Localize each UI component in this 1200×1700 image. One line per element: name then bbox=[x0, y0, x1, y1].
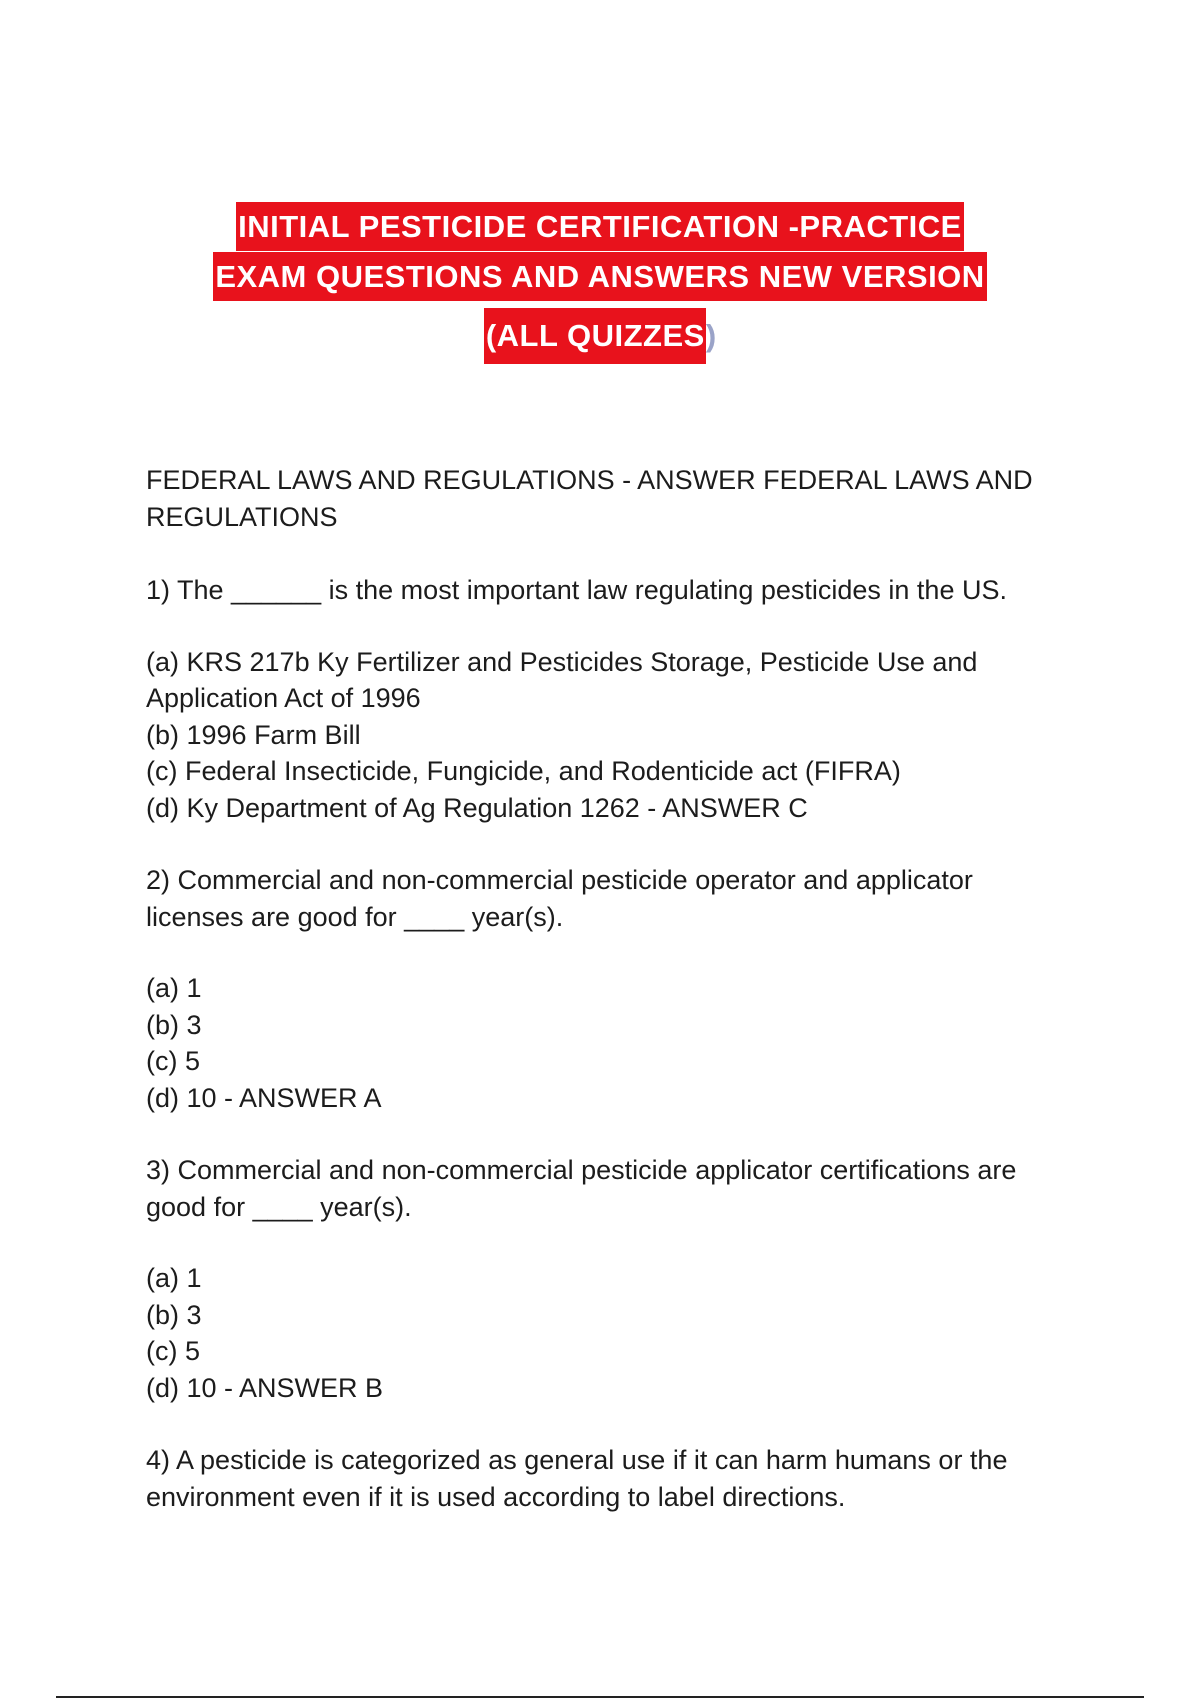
question-3-options bbox=[146, 1260, 1076, 1406]
question-1-option-c: (c) Federal Insecticide, Fungicide, and Rodenticide act (FIFRA) bbox=[146, 756, 901, 786]
section-heading: FEDERAL LAWS AND REGULATIONS - ANSWER FEDERAL LAWS AND REGULATIONS bbox=[146, 465, 1033, 532]
question-3-option-a: (a) 1 bbox=[146, 1263, 202, 1293]
title-row-2 bbox=[140, 252, 1060, 302]
title-line-3-tail: ) bbox=[705, 318, 717, 353]
title-line-2: EXAM QUESTIONS AND ANSWERS NEW VERSION bbox=[213, 252, 986, 301]
title-row-1 bbox=[140, 202, 1060, 252]
page-bottom-rule bbox=[56, 1696, 1144, 1698]
question-4: 4) A pesticide is categorized as general use if it can harm humans or the environment even if it is used according to label directions. bbox=[146, 1445, 1008, 1512]
question-1-option-b: (b) 1996 Farm Bill bbox=[146, 719, 361, 750]
question-3-option-d: (d) 10 - ANSWER B bbox=[146, 1372, 384, 1403]
question-2-options bbox=[146, 970, 1076, 1116]
question-2-option-c: (c) 5 bbox=[146, 1046, 200, 1076]
question-1: 1) The ______ is the most important law regulating pesticides in the US. bbox=[146, 575, 1007, 605]
title-line-1: INITIAL PESTICIDE CERTIFICATION -PRACTICE bbox=[236, 202, 964, 251]
document-title bbox=[140, 202, 1060, 364]
question-2-option-a: (a) 1 bbox=[146, 973, 202, 1003]
question-2-option-d: (d) 10 - ANSWER A bbox=[146, 1082, 382, 1113]
title-line-3: (ALL QUIZZES bbox=[484, 308, 706, 364]
question-3-option-c: (c) 5 bbox=[146, 1336, 200, 1366]
question-3: 3) Commercial and non-commercial pesticide applicator certifications are good for ____ year(s). bbox=[146, 1155, 1017, 1222]
question-1-option-d: (d) Ky Department of Ag Regulation 1262 - ANSWER C bbox=[146, 792, 808, 823]
question-2: 2) Commercial and non-commercial pesticide operator and applicator licenses are good for ____ year(s). bbox=[146, 865, 973, 932]
document-body bbox=[146, 462, 1076, 1550]
question-1-option-a: (a) KRS 217b Ky Fertilizer and Pesticides Storage, Pesticide Use and Application Act of 1996 bbox=[146, 646, 978, 713]
question-3-option-b: (b) 3 bbox=[146, 1299, 202, 1330]
title-row-3 bbox=[140, 308, 1060, 364]
question-1-options bbox=[146, 644, 1076, 827]
question-2-option-b: (b) 3 bbox=[146, 1009, 202, 1040]
